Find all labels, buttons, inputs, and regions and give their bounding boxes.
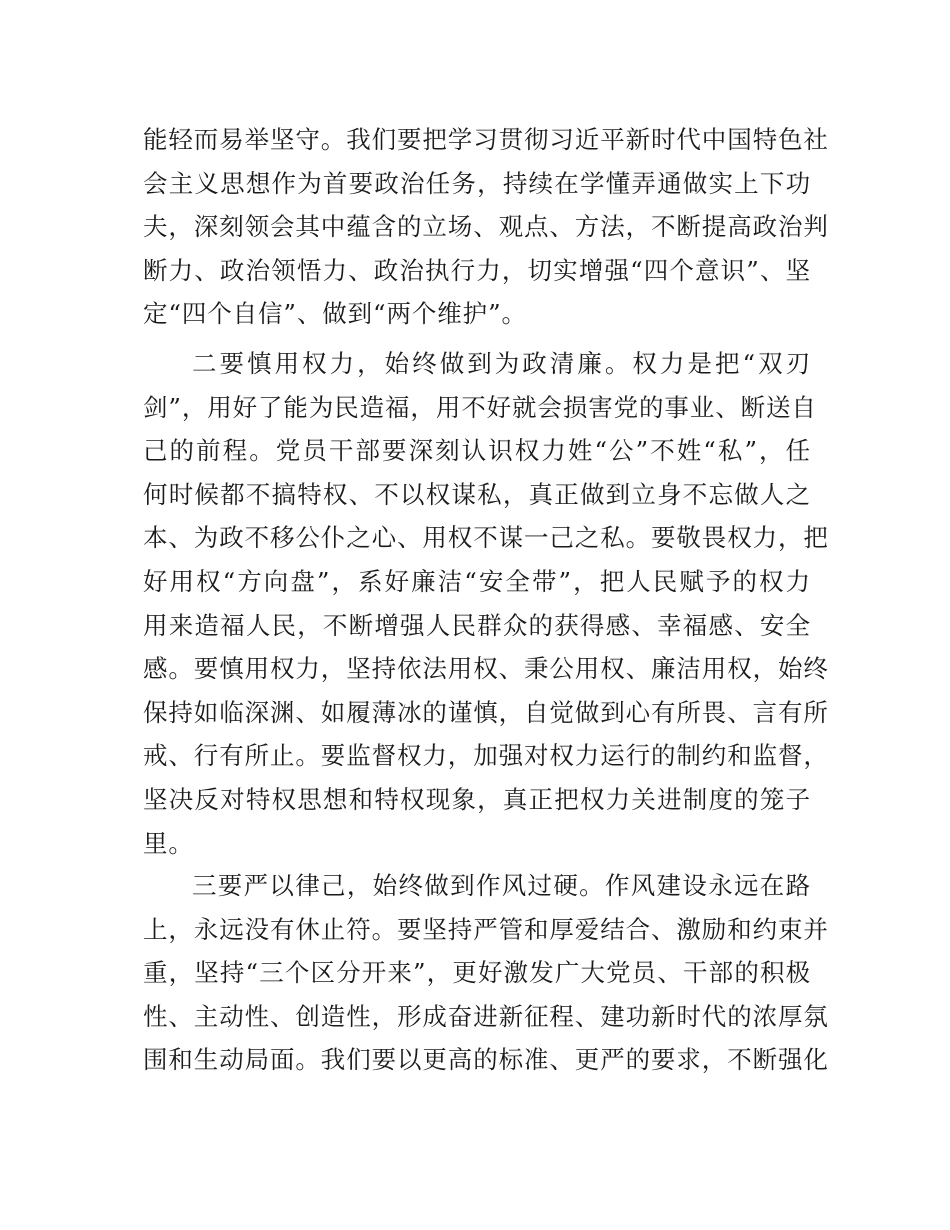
text-line: 己的前程。党员干部要深刻认识权力姓“公”不姓“私”，任 xyxy=(143,436,811,466)
text-line: 断力、政治领悟力、政治执行力，切实增强“四个意识”、坚 xyxy=(143,255,811,285)
text-line: 定“四个自信”、做到“两个维护”。 xyxy=(143,299,527,329)
text-line: 夫，深刻领会其中蕴含的立场、观点、方法，不断提高政治判 xyxy=(143,212,829,242)
text-line: 会主义思想作为首要政治任务，持续在学懂弄通做实上下功 xyxy=(143,168,811,198)
text-line: 重，坚持“三个区分开来”，更好激发广大党员、干部的积极 xyxy=(143,958,811,988)
text-line: 感。要慎用权力，坚持依法用权、秉公用权、廉洁用权，始终 xyxy=(143,654,829,684)
text-line: 本、为政不移公仆之心、用权不谋一己之私。要敬畏权力，把 xyxy=(143,523,829,553)
text-line: 性、主动性、创造性，形成奋进新征程、建功新时代的浓厚氛 xyxy=(143,1001,829,1031)
text-line: 围和生动局面。我们要以更高的标准、更严的要求，不断强化 xyxy=(143,1045,829,1075)
text-line: 用来造福人民，不断增强人民群众的获得感、幸福感、安全 xyxy=(143,610,811,640)
text-line: 上，永远没有休止符。要坚持严管和厚爱结合、激励和约束并 xyxy=(143,914,829,944)
text-line: 保持如临深渊、如履薄冰的谨慎，自觉做到心有所畏、言有所 xyxy=(143,697,829,727)
text-line: 里。 xyxy=(143,828,194,858)
text-line: 何时候都不搞特权、不以权谋私，真正做到立身不忘做人之 xyxy=(143,479,811,509)
text-line: 坚决反对特权思想和特权现象，真正把权力关进制度的笼子 xyxy=(143,784,811,814)
paragraph-use-power-prudently xyxy=(143,342,829,865)
text-line: 三要严以律己，始终做到作风过硬。作风建设永远在路 xyxy=(192,871,811,900)
paragraph-strict-self-discipline xyxy=(143,864,829,1082)
text-line: 戒、行有所止。要监督权力，加强对权力运行的制约和监督， xyxy=(143,741,829,771)
text-line: 二要慎用权力，始终做到为政清廉。权力是把“双刃 xyxy=(192,349,811,378)
text-line: 好用权“方向盘”，系好廉洁“安全带”，把人民赋予的权力 xyxy=(143,566,811,596)
text-line: 能轻而易举坚守。我们要把学习贯彻习近平新时代中国特色社 xyxy=(143,125,829,154)
paragraph-continuation xyxy=(143,118,829,336)
text-line: 剑”，用好了能为民造福，用不好就会损害党的事业、断送自 xyxy=(143,392,817,422)
